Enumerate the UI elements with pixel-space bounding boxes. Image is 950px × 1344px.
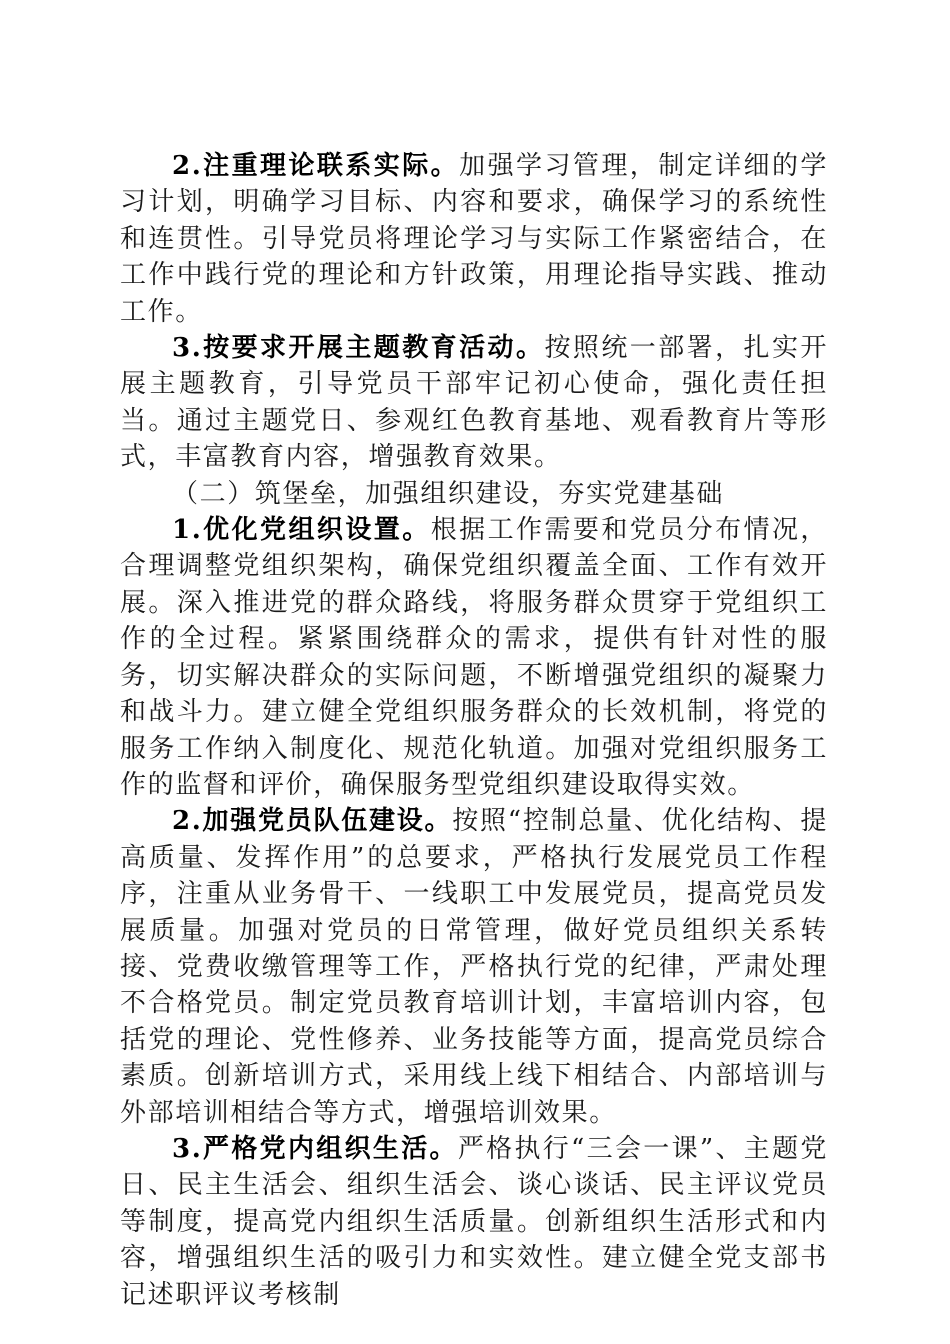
paragraph-text: 按照“控制总量、优化结构、提高质量、发挥作用”的总要求，严格执行发展党员工作程序，注重从业务骨干、一线职工中发展党员，提高党员发展质量。加强对党员的日常管理，做好党员组织关系转接、党费收缴管理等工作，严格执行党的纪律，严肃处理不合格党员。制定党员教育培训计划，丰富培训内容，包括党的理论、党性修养、业务技能等方面，提高党员综合素质。创新培训方式，采用线上线下相结合、内部培训与外部培训相结合等方式，增强培训效果。	[120, 806, 828, 1128]
paragraph-text: 按照统一部署，扎实开展主题教育，引导党员干部牢记初心使命，强化责任担当。通过主题党日、参观红色教育基地、观看教育片等形式，丰富教育内容，增强教育效果。	[120, 333, 828, 473]
paragraph-text: 严格执行“三会一课”、主题党日、民主生活会、组织生活会、谈心谈话、民主评议党员等制度，提高党内组织生活质量。创新组织生活形式和内容，增强组织生活的吸引力和实效性。建立健全党支部书记述职评议考核制	[120, 1133, 829, 1310]
paragraph-member-team	[120, 803, 828, 1131]
paragraph-heading: 3.按要求开展主题教育活动。	[172, 333, 545, 364]
section-heading: （二）筑堡垒，加强组织建设，夯实党建基础	[172, 478, 725, 509]
paragraph-theory-practice	[120, 148, 828, 330]
paragraph-organization-life	[120, 1131, 828, 1313]
paragraph-text: 加强学习管理，制定详细的学习计划，明确学习目标、内容和要求，确保学习的系统性和连贯性。引导党员将理论学习与实际工作紧密结合，在工作中践行党的理论和方针政策，用理论指导实践、推动工作。	[120, 151, 828, 327]
paragraph-theme-education	[120, 330, 828, 476]
paragraph-heading: 1.优化党组织设置。	[172, 515, 431, 546]
paragraph-text: 根据工作需要和党员分布情况，合理调整党组织架构，确保党组织覆盖全面、工作有效开展。深入推进党的群众路线，将服务群众贯穿于党组织工作的全过程。紧紧围绕群众的需求，提供有针对性的服务，切实解决群众的实际问题，不断增强党组织的凝聚力和战斗力。建立健全党组织服务群众的长效机制，将党的服务工作纳入制度化、规范化轨道。加强对党组织服务工作的监督和评价，确保服务型党组织建设取得实效。	[120, 515, 828, 800]
paragraph-heading: 3.严格党内组织生活。	[172, 1133, 458, 1164]
paragraph-heading: 2.注重理论联系实际。	[172, 151, 460, 181]
paragraph-optimize-organization	[120, 512, 828, 803]
document-body	[120, 148, 828, 1313]
paragraph-heading: 2.加强党员队伍建设。	[172, 806, 453, 837]
